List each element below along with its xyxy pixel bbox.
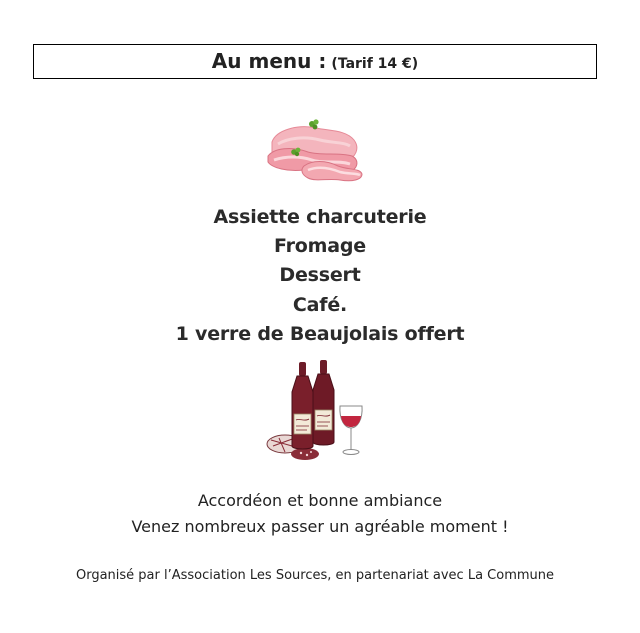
menu-items-list [0,203,640,349]
menu-title: Au menu : [211,49,327,73]
ham-slices-icon [264,118,364,184]
ambiance-line-1: Accordéon et bonne ambiance [197,491,443,510]
organizer-text: Organisé par l’Association Les Sources, en partenariat avec La Commune [75,568,555,583]
wine-bottles-icon [265,358,367,464]
menu-item: Café. [292,293,348,316]
ambiance-text [0,488,640,540]
menu-item: Dessert [279,264,361,287]
menu-price: (Tarif 14 €) [331,56,419,72]
menu-header-box [33,44,597,79]
ambiance-line-2: Venez nombreux passer un agréable moment ! [131,517,509,536]
menu-item: Assiette charcuterie [213,206,427,228]
menu-item: Fromage [274,235,366,258]
menu-item: 1 verre de Beaujolais offert [175,322,465,345]
